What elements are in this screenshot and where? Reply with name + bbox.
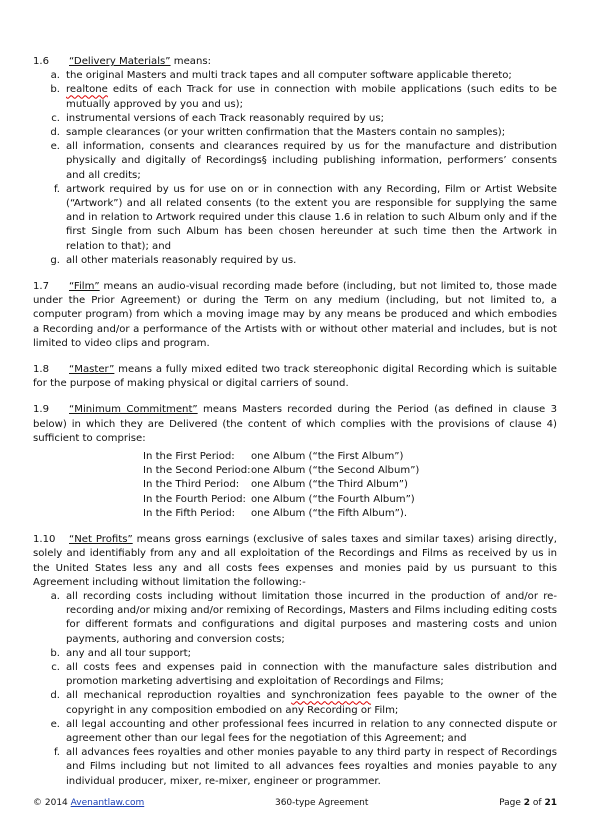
clause-text: means:	[170, 56, 212, 67]
copyright-text: © 2014	[33, 798, 71, 808]
clause-number: 1.6	[33, 56, 50, 67]
list-item	[33, 746, 557, 789]
clause-1-7	[33, 280, 557, 351]
list-item	[33, 183, 557, 254]
misspelled-word: synchronization	[291, 690, 371, 702]
item-letter: a.	[50, 590, 60, 602]
item-text: any and all tour support;	[66, 647, 192, 659]
page-of: of	[530, 798, 545, 808]
list-item	[33, 69, 557, 83]
website-link[interactable]: Avenantlaw.com	[70, 798, 145, 808]
item-letter: c.	[51, 661, 60, 673]
defined-term: “Net Profits”	[69, 534, 133, 546]
list-item	[33, 83, 557, 111]
clause-text: means an audio-visual recording made before (including, but not limited to, those made under the Prior Agreement) or during the Term on any medium (including, but not limited to, a computer program) from which a moving image may by any means be produced and which embodies a Recording and/or a performance of the Artists with or without other material and includes, but is not limited to video clips and program.	[33, 281, 557, 349]
footer-title: 360-type Agreement	[274, 798, 369, 808]
list-item	[33, 718, 557, 746]
item-text: all costs fees and expenses paid in connection with the manufacture sales distribution and promotion marketing advertising and exploitation of Recordings and Films;	[66, 661, 557, 688]
misspelled-word: realtone	[66, 84, 108, 96]
item-text: all advances fees royalties and other monies payable to any third party in respect of Recordings and Films including but not limited to all advances fees royalties and monies payable to any individual producer, mixer, re-mixer, engineer or programmer.	[66, 747, 557, 787]
item-text-start: all mechanical reproduction royalties and	[66, 690, 292, 702]
document-body	[33, 55, 557, 789]
period-album: one Album (“the Third Album”)	[251, 479, 408, 491]
clause-number: 1.7	[33, 281, 50, 293]
item-letter: f.	[53, 183, 60, 195]
list-item	[33, 647, 557, 661]
clause-1-9	[33, 403, 557, 446]
item-letter: d.	[50, 690, 60, 702]
period-album: one Album (“the Fifth Album”).	[251, 507, 408, 519]
clause-number: 1.9	[33, 404, 50, 416]
period-album: one Album (“the Fourth Album”)	[251, 493, 415, 505]
clause-1-10	[33, 533, 557, 590]
list-item	[33, 254, 557, 268]
clause-text: means gross earnings (exclusive of sales taxes and similar taxes) arising directly, solely and identifiably from any and all exploitation of the Recordings and Films as received by us in the United States less any and all costs fees expenses and monies paid by us pursuant to this Agreement including without limitation the following:-	[33, 534, 557, 588]
clause-number: 1.10	[33, 534, 56, 546]
period-row	[143, 450, 557, 464]
clause-1-6-heading	[33, 55, 557, 69]
period-name: In the Fifth Period:	[143, 507, 236, 519]
page-label: Page	[499, 798, 524, 808]
period-name: In the Fourth Period:	[143, 493, 246, 505]
list-item	[33, 140, 557, 183]
clause-1-6-list	[33, 69, 557, 268]
item-text	[66, 83, 557, 111]
clause-1-10-list	[33, 590, 557, 789]
item-letter: e.	[50, 141, 60, 153]
period-name: In the Third Period:	[143, 479, 240, 491]
commitment-periods	[143, 450, 557, 521]
item-text: artwork required by us for use on or in connection with any Recording, Film or Artist Website (“Artwork”) and all related consents (to the extent you are responsible for supplying the same and in relation to Artwork required under this clause 1.6 in relation to such Album only and if the first Single from such Album has been chosen hereunder at such time then the Artwork in relation to that); and	[66, 183, 557, 252]
period-album: one Album (“the Second Album”)	[251, 465, 420, 477]
period-name: In the First Period:	[143, 451, 235, 463]
item-letter: g.	[50, 254, 60, 266]
list-item	[33, 661, 557, 689]
clause-text: means Masters recorded during the Period (as defined in clause 3 below) in which they are Delivered (the content of which complies with the provisions of clause 4) sufficient to comprise:	[33, 404, 557, 444]
item-text: instrumental versions of each Track reasonably required by us;	[66, 112, 384, 124]
footer-copyright	[33, 796, 144, 810]
item-text: all legal accounting and other professional fees incurred in relation to any connected dispute or agreement other than our legal fees for the negotiation of this Agreement; and	[66, 718, 557, 744]
period-album: one Album (“the First Album”)	[251, 451, 404, 463]
item-text-rest: edits of each Track for use in connection with mobile applications (such edits to be mutually approved by you and us);	[66, 84, 557, 110]
period-row	[143, 507, 557, 521]
item-letter: a.	[50, 70, 60, 82]
period-row	[143, 464, 557, 478]
defined-term: “Delivery Materials”	[69, 56, 171, 67]
item-text: all recording costs including without limitation those incurred in the production of and/or re-recording and/or mixing and/or remixing of Recordings, Masters and Films including editing costs for different formats and configurations and digital purposes and mastering costs and union payments, authoring and conversion costs;	[66, 590, 557, 645]
item-text	[66, 689, 557, 717]
item-text: all other materials reasonably required by us.	[66, 254, 297, 266]
clause-text: means a fully mixed edited two track stereophonic digital Recording which is suitable for the purpose of making physical or digital carriers of sound.	[33, 364, 557, 390]
item-text: the original Masters and multi track tapes and all computer software applicable thereto;	[66, 70, 512, 82]
item-letter: f.	[53, 747, 60, 759]
period-name: In the Second Period:	[143, 465, 251, 477]
item-letter: c.	[51, 112, 60, 124]
defined-term: “Minimum Commitment”	[69, 404, 198, 416]
item-letter: b.	[50, 84, 60, 96]
item-letter: b.	[50, 647, 60, 659]
item-text: sample clearances (or your written confirmation that the Masters contain no samples);	[66, 127, 506, 139]
list-item	[33, 590, 557, 647]
page-number	[499, 796, 557, 810]
page-footer	[33, 796, 557, 810]
current-page: 2	[523, 798, 531, 808]
defined-term: “Master”	[69, 364, 115, 376]
total-pages: 21	[544, 798, 557, 808]
list-item	[33, 126, 557, 140]
item-text-rest: fees payable to the owner of the copyright in any composition embodied on any Recording or Film;	[66, 690, 557, 716]
defined-term: “Film”	[69, 281, 100, 293]
item-letter: e.	[50, 718, 60, 730]
list-item	[33, 689, 557, 717]
list-item	[33, 112, 557, 126]
item-text: all information, consents and clearances required by us for the manufacture and distribution physically and digitally of Recordings§ including publishing information, performers’ consents and all credits;	[66, 141, 557, 181]
clause-number: 1.8	[33, 364, 50, 376]
period-row	[143, 493, 557, 507]
clause-1-8	[33, 363, 557, 391]
item-letter: d.	[50, 127, 60, 139]
period-row	[143, 478, 557, 492]
